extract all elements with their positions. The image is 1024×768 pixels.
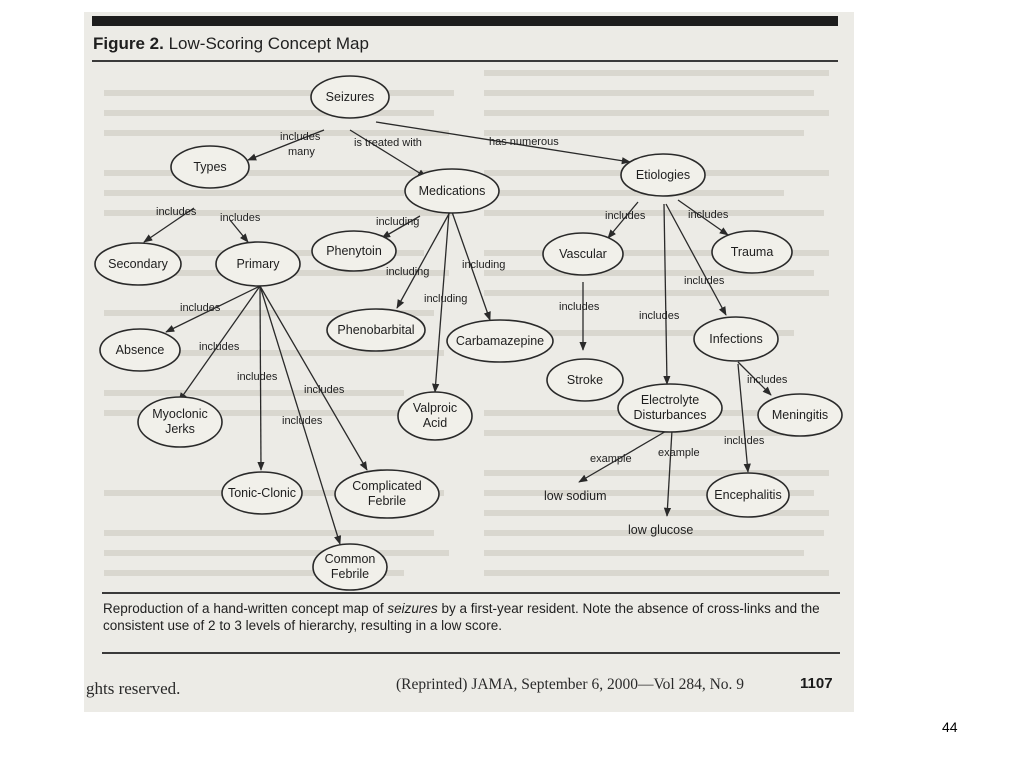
node-label: Secondary xyxy=(108,257,168,271)
concept-map xyxy=(84,12,854,592)
node-stroke xyxy=(547,359,623,401)
link-label: includes xyxy=(237,371,278,383)
node-label: Trauma xyxy=(730,245,774,259)
link-label: includes xyxy=(280,131,321,143)
node-label: Myoclonic xyxy=(152,407,208,421)
node-secondary xyxy=(95,243,181,285)
rights-text: ghts reserved. xyxy=(86,679,181,698)
node-label: Phenytoin xyxy=(326,244,382,258)
slide-number: 44 xyxy=(942,719,958,735)
figure-title-text: Low-Scoring Concept Map xyxy=(168,34,369,53)
link-label: including xyxy=(462,259,506,271)
leaf-low-sodium: low sodium xyxy=(544,489,607,503)
node-label: Absence xyxy=(115,343,165,357)
node-label: Encephalitis xyxy=(714,488,782,502)
caption-rule xyxy=(102,592,840,594)
node-label: Phenobarbital xyxy=(337,323,415,337)
link-label: many xyxy=(288,146,315,158)
node-tonic-clonic xyxy=(222,472,302,514)
link-label: includes xyxy=(199,341,240,353)
link-label: including xyxy=(386,266,430,278)
node-label: Infections xyxy=(709,332,763,346)
node-valproic-acid xyxy=(398,392,472,440)
node-myoclonic-jerks xyxy=(138,397,222,447)
caption-text: by a first-year resident. Note the absence of cross-links and the consistent use of 2 to 3 levels of hierarchy, resulting in a low score. xyxy=(103,601,820,633)
node-label: Stroke xyxy=(566,373,604,387)
node-infections xyxy=(694,317,778,361)
node-seizures xyxy=(311,76,389,118)
link-label: includes xyxy=(724,435,765,447)
node-vascular xyxy=(543,233,623,275)
node-carbamazepine xyxy=(447,320,553,362)
link-label: example xyxy=(658,447,700,459)
link-label: includes xyxy=(156,206,197,218)
node-medications xyxy=(405,169,499,213)
node-label: Electrolyte xyxy=(640,393,700,407)
link-label: includes xyxy=(747,374,788,386)
node-phenytoin xyxy=(312,231,396,271)
leaf-low-glucose: low glucose xyxy=(628,523,694,537)
node-label: Etiologies xyxy=(635,168,691,182)
node-label: Disturbances xyxy=(633,408,707,422)
node-label: Valproic xyxy=(412,401,458,415)
bottom-rule xyxy=(102,652,840,654)
node-common-febrile xyxy=(313,544,387,590)
node-etiologies xyxy=(621,154,705,196)
node-primary xyxy=(216,242,300,286)
node-label: Tonic-Clonic xyxy=(227,486,297,500)
link-label: including xyxy=(424,293,468,305)
citation-details: , September 6, 2000—Vol 284, No. 9 xyxy=(513,676,745,693)
node-encephalitis xyxy=(707,473,789,517)
node-label: Meningitis xyxy=(771,408,829,422)
node-label: Vascular xyxy=(559,247,607,261)
node-label: Primary xyxy=(236,257,280,271)
link-label: includes xyxy=(180,302,221,314)
citation xyxy=(396,676,744,694)
node-trauma xyxy=(712,231,792,273)
link-label: includes xyxy=(282,415,323,427)
node-label: Types xyxy=(193,160,227,174)
edge-electrolyte-low-glucose xyxy=(667,430,672,516)
link-label: includes xyxy=(688,209,729,221)
link-label: includes xyxy=(684,275,725,287)
link-label: including xyxy=(376,216,420,228)
link-label: includes xyxy=(220,212,261,224)
node-label: Febrile xyxy=(330,567,370,581)
node-label: Medications xyxy=(418,184,486,198)
node-label: Febrile xyxy=(367,494,407,508)
link-label: includes xyxy=(559,301,600,313)
node-complicated-febrile xyxy=(335,470,439,518)
node-phenobarbital xyxy=(327,309,425,351)
link-label: includes xyxy=(605,210,646,222)
figure-label: Figure 2. xyxy=(93,34,164,53)
link-label: example xyxy=(590,453,632,465)
node-label: Seizures xyxy=(325,90,375,104)
node-absence xyxy=(100,329,180,371)
concept-map-nodes xyxy=(95,76,842,590)
node-meningitis xyxy=(758,394,842,436)
node-label: Complicated xyxy=(352,479,422,493)
journal-page-number: 1107 xyxy=(800,675,833,692)
citation-journal: JAMA xyxy=(471,676,514,693)
citation-prefix: (Reprinted) xyxy=(396,676,472,693)
journal-page-scan xyxy=(84,12,854,712)
link-label: is treated with xyxy=(354,137,422,149)
node-label: Carbamazepine xyxy=(455,334,545,348)
node-label: Common xyxy=(324,552,376,566)
edge-etio-electrolyte xyxy=(664,204,667,384)
link-label: includes xyxy=(304,384,345,396)
node-electrolyte-disturbances xyxy=(618,384,722,432)
node-label: Jerks xyxy=(165,422,195,436)
caption-emphasis: seizures xyxy=(387,601,438,616)
link-label: includes xyxy=(639,310,680,322)
node-label: Acid xyxy=(422,416,448,430)
node-types xyxy=(171,146,249,188)
link-label: has numerous xyxy=(489,136,559,148)
figure-caption xyxy=(103,600,848,634)
caption-text: Reproduction of a hand-written concept map of xyxy=(103,601,388,616)
